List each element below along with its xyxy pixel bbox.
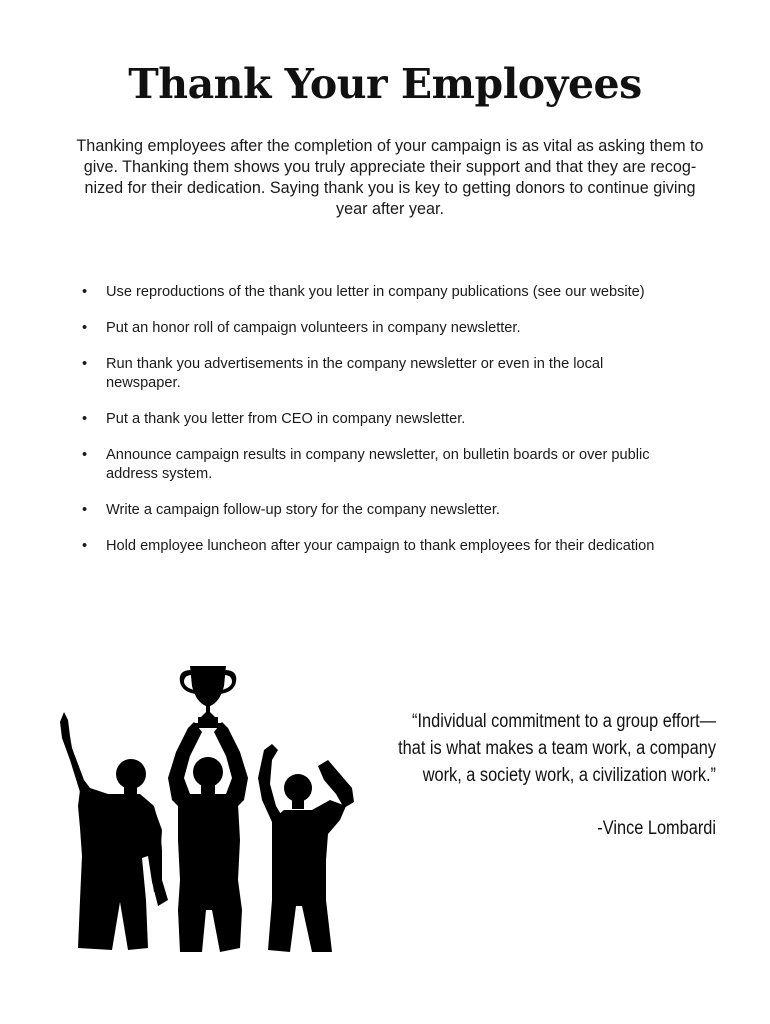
tips-list	[80, 283, 720, 573]
quote-author: -Vince Lombardi	[597, 818, 716, 839]
intro-line: give. Thanking them shows you truly appreciate their support and that they are recog-	[83, 158, 697, 176]
list-item-text: Write a campaign follow-up story for the company newsletter.	[106, 502, 500, 518]
middle-person-silhouette	[168, 722, 248, 952]
left-person-silhouette	[60, 712, 168, 950]
bullet-icon: •	[82, 447, 88, 463]
list-item-text: Announce campaign results in company newsletter, on bulletin boards or over public address system.	[106, 447, 650, 482]
intro-line: year after year.	[336, 200, 444, 218]
list-item	[80, 355, 720, 393]
trophy-icon	[180, 666, 237, 728]
list-item-text: Put a thank you letter from CEO in company newsletter.	[106, 411, 466, 427]
list-item-text: Use reproductions of the thank you letter in company publications (see our website)	[106, 284, 645, 300]
quote-line: work, a society work, a civilization work.”	[422, 765, 716, 786]
list-item	[80, 410, 720, 429]
intro-paragraph	[60, 136, 720, 220]
right-person-silhouette	[258, 744, 354, 952]
intro-line: Thanking employees after the completion of your campaign is as vital as asking them to	[76, 137, 704, 155]
intro-line: nized for their dedication. Saying thank you is key to getting donors to continue giving	[84, 179, 696, 197]
list-item-text: Put an honor roll of campaign volunteers in company newsletter.	[106, 320, 521, 336]
quote-block	[393, 708, 716, 789]
bullet-icon: •	[82, 502, 88, 518]
quote-line: “Individual commitment to a group effort—	[412, 711, 716, 732]
list-item	[80, 283, 720, 302]
bullet-icon: •	[82, 538, 88, 554]
quote-line: that is what makes a team work, a company	[398, 738, 716, 759]
list-item	[80, 537, 720, 556]
bullet-icon: •	[82, 320, 88, 336]
list-item-text: Hold employee luncheon after your campaign to thank employees for their dedication	[106, 538, 655, 554]
team-trophy-silhouette-icon	[50, 660, 360, 962]
list-item	[80, 446, 720, 484]
page-title: Thank Your Employees	[128, 60, 642, 108]
bullet-icon: •	[82, 356, 88, 372]
list-item-text: Run thank you advertisements in the company newsletter or even in the local newspaper.	[106, 356, 604, 391]
bullet-icon: •	[82, 284, 88, 300]
list-item	[80, 501, 720, 520]
bullet-icon: •	[82, 411, 88, 427]
list-item	[80, 319, 720, 338]
